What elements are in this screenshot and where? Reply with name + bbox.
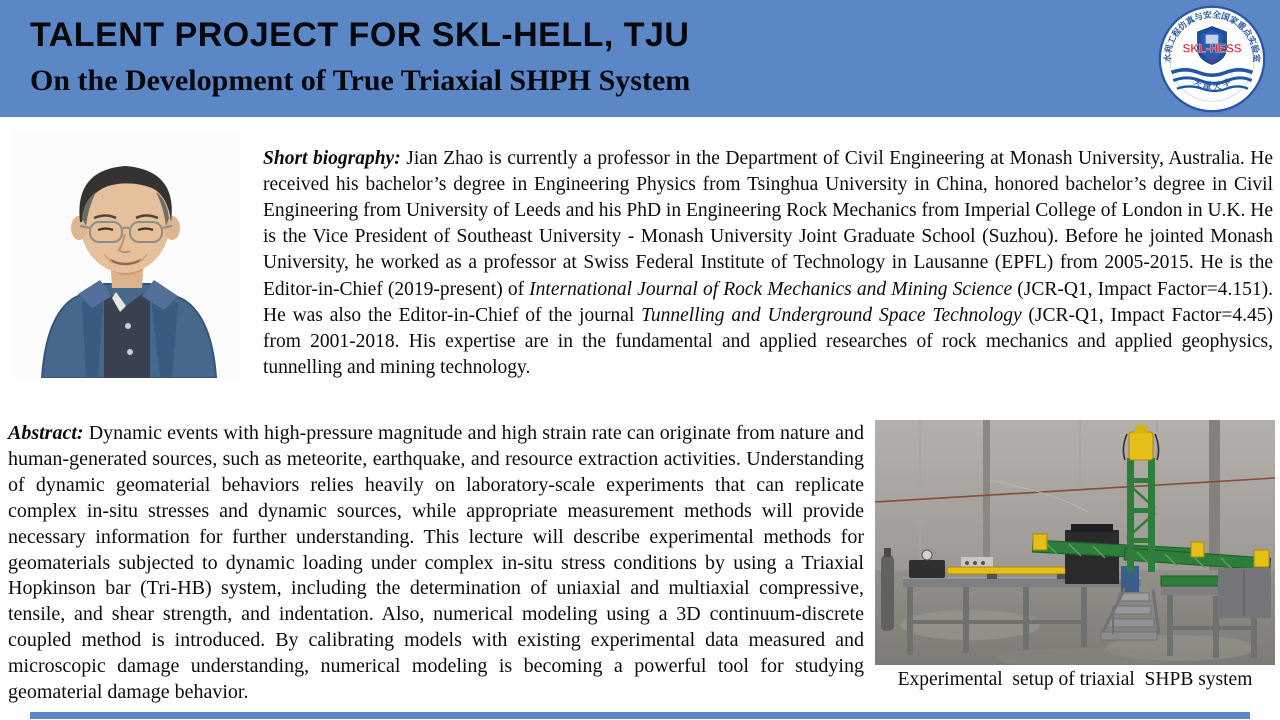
portrait-illustration: [12, 130, 240, 378]
seal-year-text: 1895: [1206, 58, 1218, 64]
lab-seal-icon: [1158, 5, 1266, 113]
seal-top-arc-text: 水利工程仿真与安全国家重点实验室: [1163, 10, 1261, 63]
triaxial-shpb-illustration: [875, 420, 1275, 665]
figure-caption: Experimental setup of triaxial SHPB system: [897, 669, 1253, 690]
portrait-photo: [12, 130, 240, 378]
slide-subtitle: On the Development of True Triaxial SHPH System: [30, 64, 691, 97]
skl-hess-seal-logo: [1158, 5, 1266, 113]
biography-paragraph: Short biography: Jian Zhao is currently a professor in the Department of Civil Engineering at Monash University, Australia. He received his bachelor’s degree in Engineering Physics from Tsinghua University in China, honored bachelor’s degree in Civil Engineering from University of Leeds and his PhD in Engineering Rock Mechanics from Imperial College of London in U.K. He is the Vice President of Southeast University - Monash University Joint Graduate School (Suzhou). Before he jointed Monash University, he worked as a professor at Swiss Federal Institute of Technology in Lausanne (EPFL) from 2005-2015. He is the Editor-in-Chief (2019-present) of International Journal of Rock Mechanics and Mining Science (JCR-Q1, Impact Factor=4.151). He was also the Editor-in-Chief of the journal Tunnelling and Underground Space Technology (JCR-Q1, Impact Factor=4.45) from 2001-2018. His expertise are in the fundamental and applied researches of rock mechanics and applied geophysics, tunnelling and mining technology.: [263, 147, 1273, 379]
seal-bottom-arc-text: 天 津 大 学: [1191, 76, 1233, 92]
abstract-paragraph: Abstract: Dynamic events with high-pressure magnitude and high strain rate can originate from nature and human-generated sources, such as meteorite, earthquake, and resource extraction activities. Understanding of dynamic geomaterial behaviors relies heavily on laboratory-scale experiments that can replicate complex in-situ stresses and dynamic sources, while appropriate measurement methods will provide necessary information for further understanding. This lecture will describe experimental methods for geomaterials subjected to dynamic loading under complex in-situ stress conditions by using a Triaxial Hopkinson bar (Tri-HB) system, including the determination of uniaxial and multiaxial compressive, tensile, and shear strength, and indentation. Also, numerical modeling using a 3D continuum-discrete coupled method is introduced. By calibrating models with existing experimental data measured and microscopic damage understanding, numerical modeling is becoming a powerful tool for studying geomaterial damage behavior.: [8, 422, 864, 704]
footer-accent-bar: [30, 712, 1250, 719]
slide-title: TALENT PROJECT FOR SKL-HELL, TJU: [30, 16, 690, 54]
header-band: [0, 0, 1280, 117]
experiment-photo: [875, 420, 1275, 665]
seal-center-text: SKL-HESS: [1182, 42, 1242, 56]
